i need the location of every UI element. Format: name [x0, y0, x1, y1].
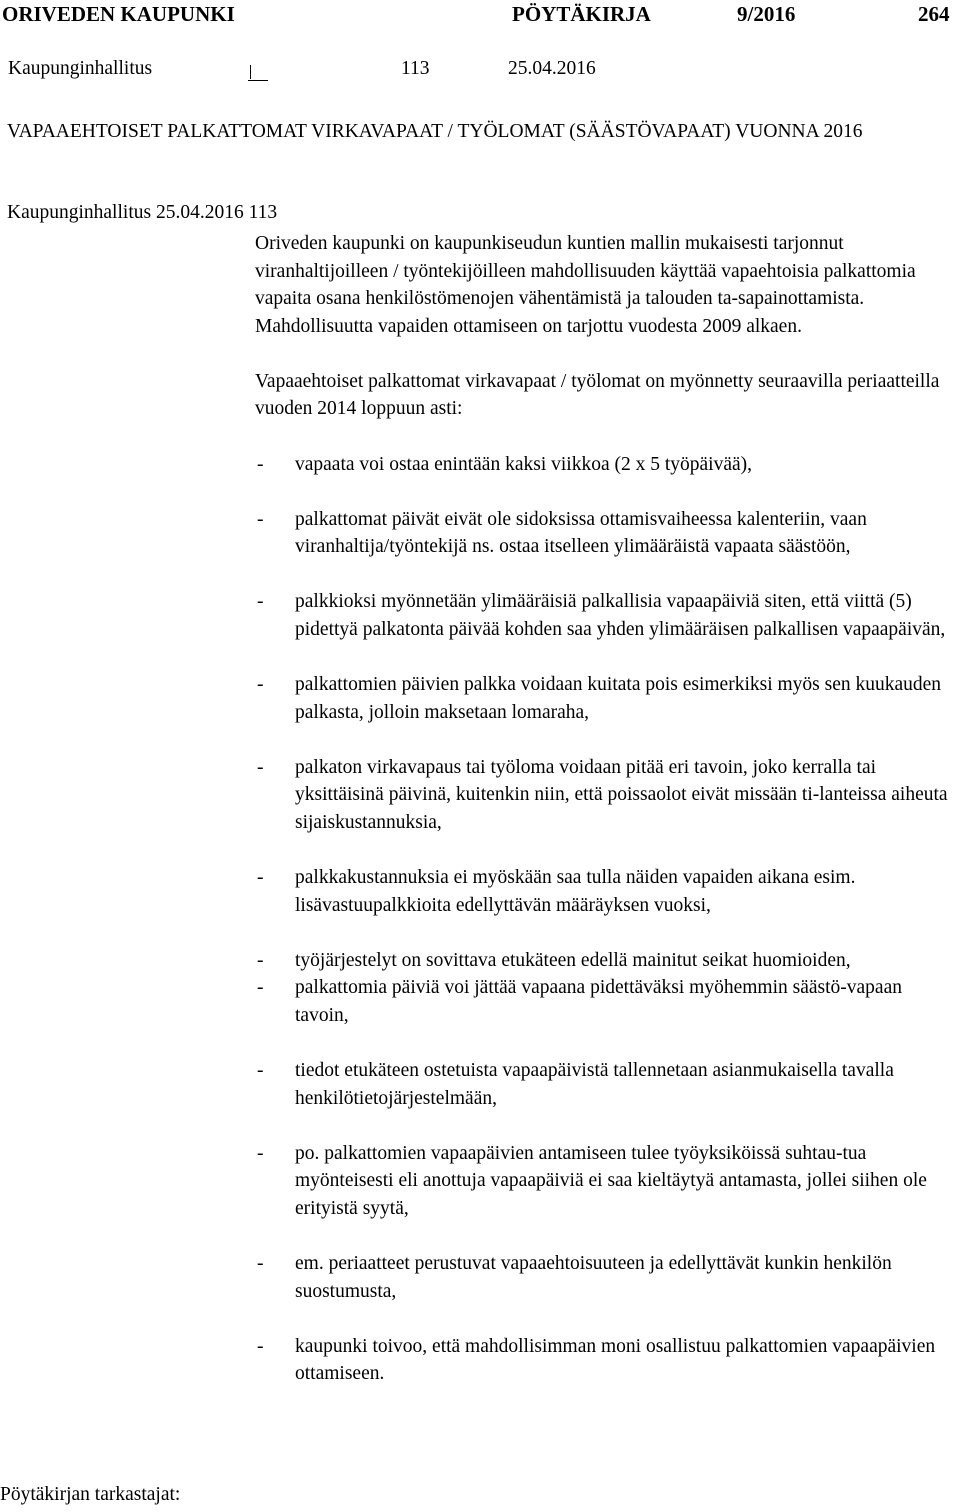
list-item: - palkattomien päivien palkka voidaan kuitata pois esimerkiksi myös sen kuukauden palkasta, jolloin maksetaan lomaraha,	[255, 671, 955, 726]
list-item: - palkattomia päiviä voi jättää vapaana pidettäväksi myöhemmin säästö-vapaan tavoin,	[255, 974, 955, 1029]
item-sub-meta: Kaupunginhallitus 25.04.2016 113	[7, 202, 278, 223]
list-item: - työjärjestelyt on sovittava etukäteen edellä mainitut seikat huomioiden,	[255, 947, 955, 975]
page-number: 264	[918, 2, 950, 26]
document-type: PÖYTÄKIRJA	[512, 2, 651, 26]
list-item: - palkkakustannuksia ei myöskään saa tulla näiden vapaiden aikana esim. lisävastuupalkkioita edellyttävän määräyksen vuoksi,	[255, 864, 955, 919]
item-body	[255, 230, 955, 1388]
meeting-meta	[0, 58, 960, 84]
meeting-body: Kaupunginhallitus	[8, 58, 153, 79]
city-name: ORIVEDEN KAUPUNKI	[2, 2, 235, 26]
principles-list	[255, 451, 955, 1388]
list-item: - palkaton virkavapaus tai työloma voidaan pitää eri tavoin, joko kerralla tai yksittäisinä päivinä, kuitenkin niin, että poissaolot eivät missään ti-lanteissa aiheuta sijaiskustannuksia,	[255, 754, 955, 837]
section-number: 113	[401, 58, 430, 79]
paragraph-principles: Vapaaehtoiset palkattomat virkavapaat / työlomat on myönnetty seuraavilla periaatteilla vuoden 2014 loppuun asti:	[255, 370, 940, 420]
list-item: - vapaata voi ostaa enintään kaksi viikkoa (2 x 5 työpäivää),	[255, 451, 955, 479]
document-header	[0, 0, 960, 32]
list-item: - kaupunki toivoo, että mahdollisimman moni osallistuu palkattomien vapaapäivien ottamiseen.	[255, 1333, 955, 1388]
list-item: - po. palkattomien vapaapäivien antamiseen tulee työyksiköissä suhtau-tua myönteisesti eli anottuja vapaapäiviä ei saa kieltäytyä antamasta, jollei siihen ole erityistä syytä,	[255, 1140, 955, 1223]
list-item: - em. periaatteet perustuvat vapaaehtoisuuteen ja edellyttävät kunkin henkilön suostumusta,	[255, 1250, 955, 1305]
list-item: - palkattomat päivät eivät ole sidoksissa ottamisvaiheessa kalenteriin, vaan viranhaltija/työntekijä ns. ostaa itselleen ylimääräistä vapaata säästöön,	[255, 506, 955, 561]
list-item: - tiedot etukäteen ostetuista vapaapäivistä tallennetaan asianmukaisella tavalla henkilötietojärjestelmään,	[255, 1057, 955, 1112]
meeting-date: 25.04.2016	[508, 58, 596, 79]
list-item: - palkkioksi myönnetään ylimääräisiä palkallisia vapaapäiviä siten, että viittä (5) pidettyä palkatonta päivää kohden saa yhden ylimääräisen palkallisen vapaapäivän,	[255, 588, 955, 643]
paragraph-background: Oriveden kaupunki on kaupunkiseudun kuntien mallin mukaisesti tarjonnut viranhaltijoilleen / työntekijöilleen mahdollisuuden käyttää vapaehtoisia palkattomia vapaita osana henkilöstömenojen vähentämistä ja talouden ta-sapainottamista. Mahdollisuutta vapaiden ottamiseen on tarjottu vuodesta 2009 alkaen.	[255, 233, 916, 337]
document-number: 9/2016	[737, 2, 796, 26]
item-title: VAPAAEHTOISET PALKATTOMAT VIRKAVAPAAT / TYÖLOMAT (SÄÄSTÖVAPAAT) VUONNA 2016	[7, 121, 863, 142]
section-sign-icon	[248, 62, 268, 81]
minutes-reviewers-label: Pöytäkirjan tarkastajat:	[0, 1484, 181, 1505]
